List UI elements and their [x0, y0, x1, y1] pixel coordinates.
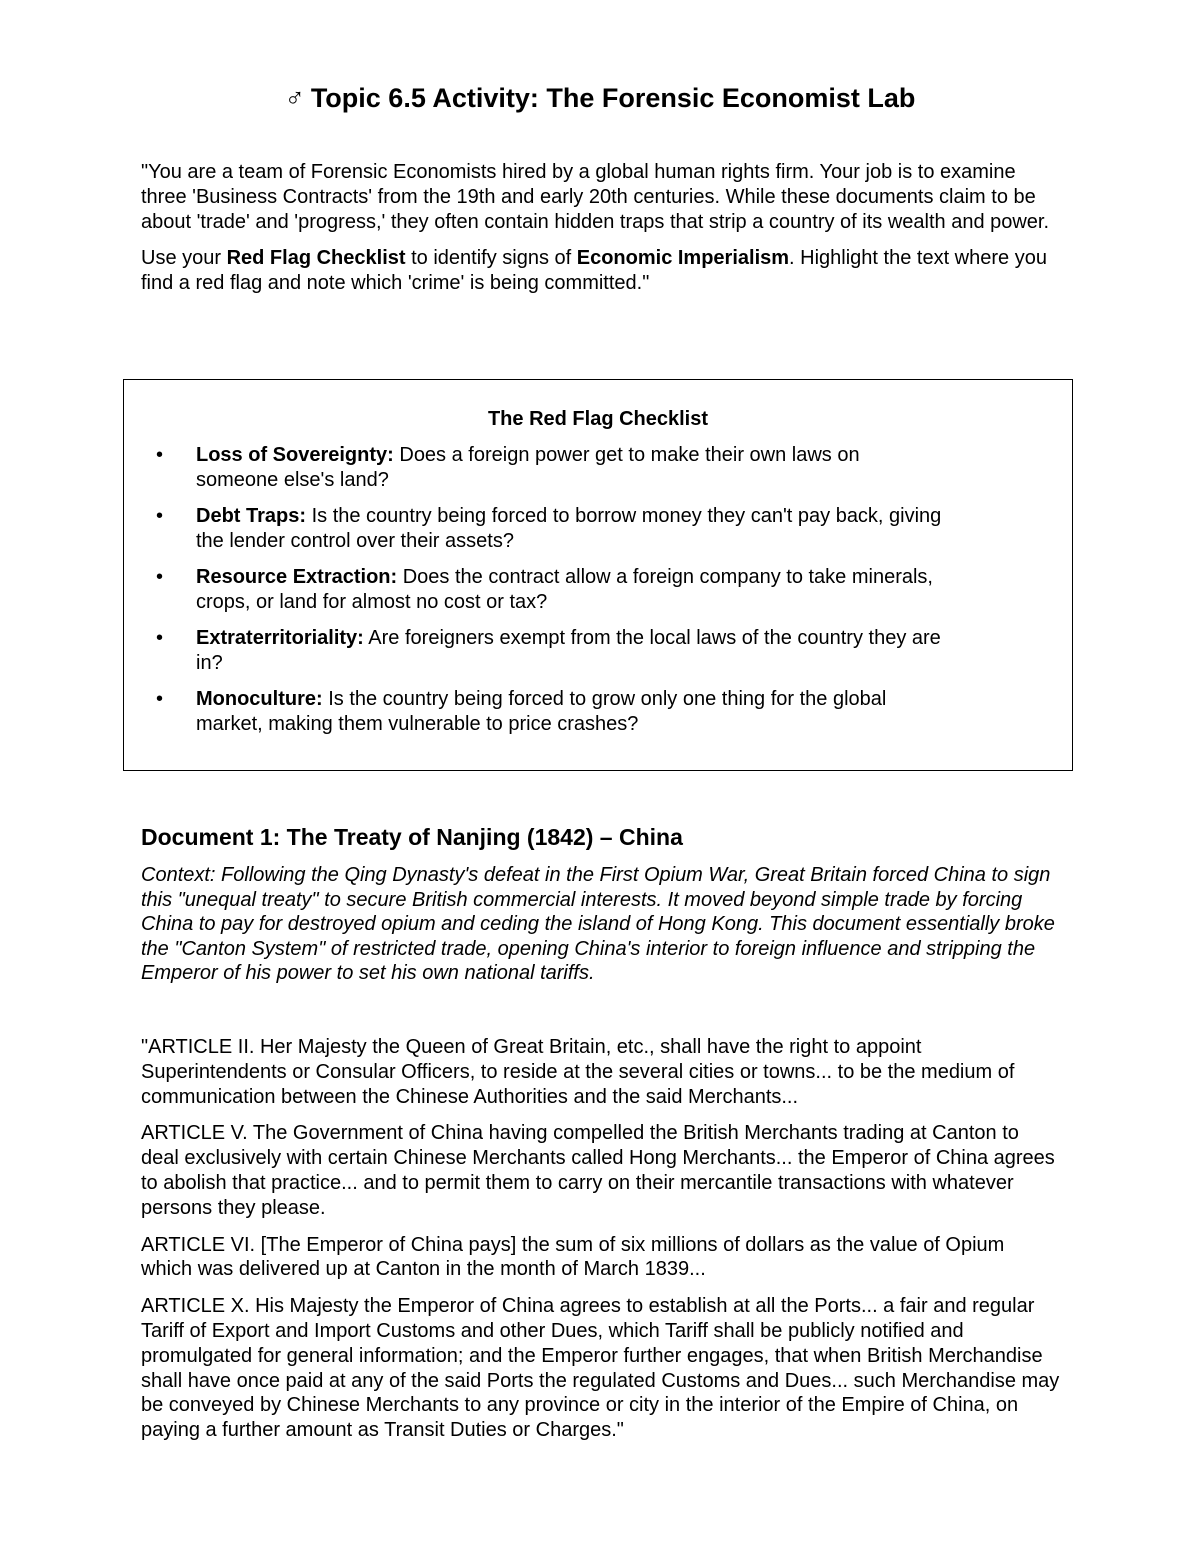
article-paragraph: "ARTICLE II. Her Majesty the Queen of Great Britain, etc., shall have the right to appoint Superintendents or Consular Officers, to reside at the several cities or towns... to be the medium of communication between the Chinese Authorities and the said Merchants... — [141, 1036, 1015, 1108]
bullet-icon: • — [156, 627, 164, 649]
checklist-item-label: Monoculture: — [196, 688, 323, 710]
checklist-title: The Red Flag Checklist — [487, 408, 709, 430]
checklist-item-text: Are foreigners exempt from the local laws of the country they are in? — [196, 627, 941, 674]
checklist-item-label: Loss of Sovereignty: — [196, 444, 394, 466]
intro-section — [141, 160, 1061, 307]
page-title — [0, 80, 1200, 116]
checklist-item-text: Is the country being forced to grow only one thing for the global market, making them vulnerable to price crashes? — [196, 688, 887, 735]
document-1-heading: Document 1: The Treaty of Nanjing (1842) – China — [141, 824, 683, 850]
red-flag-checklist-box — [123, 379, 1073, 771]
intro-p2-text-a: Use your — [141, 247, 227, 269]
male-symbol-icon: ♂ — [284, 83, 305, 113]
checklist-item — [156, 504, 946, 554]
checklist-item — [156, 565, 946, 615]
bullet-icon: • — [156, 688, 164, 710]
checklist-item-text: Does a foreign power get to make their own laws on someone else's land? — [196, 444, 860, 491]
document-1-articles — [141, 1035, 1061, 1455]
article-paragraph: ARTICLE V. The Government of China having compelled the British Merchants trading at Canton to deal exclusively with certain Chinese Merchants called Hong Merchants... the Emperor of China agrees to abolish that practice... and to permit them to carry on their mercantile transactions with whatever persons they please. — [141, 1122, 1055, 1219]
bullet-icon: • — [156, 444, 164, 466]
checklist-item — [156, 687, 946, 737]
intro-paragraph-2 — [141, 246, 1061, 296]
checklist-item-label: Extraterritoriality: — [196, 627, 364, 649]
checklist-item-text: Is the country being forced to borrow money they can't pay back, giving the lender control over their assets? — [196, 505, 942, 552]
intro-paragraph-1: "You are a team of Forensic Economists hired by a global human rights firm. Your job is to examine three 'Business Contracts' from the 19th and early 20th centuries. While these documents claim to be about 'trade' and 'progress,' they often contain hidden traps that strip a country of its wealth and power. — [141, 161, 1050, 233]
bullet-icon: • — [156, 566, 164, 588]
checklist-items — [156, 443, 946, 748]
article-paragraph: ARTICLE X. His Majesty the Emperor of China agrees to establish at all the Ports... a fair and regular Tariff of Export and Import Customs and other Dues, which Tariff shall be publicly notified and promulgated for general information; and the Emperor further engages, that when British Merchandise shall have once paid at any of the said Ports the regulated Customs and Dues... such Merchandise may be conveyed by Chinese Merchants to any province or city in the interior of the Empire of China, on paying a further amount as Transit Duties or Charges." — [141, 1295, 1060, 1442]
page-title-text: Topic 6.5 Activity: The Forensic Economist Lab — [310, 83, 916, 113]
bullet-icon: • — [156, 505, 164, 527]
document-1-context: Context: Following the Qing Dynasty's defeat in the First Opium War, Great Britain forced China to sign this "unequal treaty" to secure British commercial interests. It moved beyond simple trade by forcing China to pay for destroyed opium and ceding the island of Hong Kong. This document essentially broke the "Canton System" of restricted trade, opening China's interior to foreign influence and stripping the Emperor of his power to set his own national tariffs. — [141, 864, 1055, 985]
checklist-item-label: Resource Extraction: — [196, 566, 398, 588]
intro-p2-text-c: to identify signs of — [405, 247, 577, 269]
article-paragraph: ARTICLE VI. [The Emperor of China pays] the sum of six millions of dollars as the value of Opium which was delivered up at Canton in the month of March 1839... — [141, 1233, 1005, 1281]
checklist-item — [156, 626, 946, 676]
intro-p2-red-flag-checklist: Red Flag Checklist — [226, 247, 406, 269]
checklist-item-label: Debt Traps: — [196, 505, 307, 527]
checklist-item — [156, 443, 946, 493]
checklist-item-text: Does the contract allow a foreign company to take minerals, crops, or land for almost no cost or tax? — [196, 566, 933, 613]
intro-p2-text-e: . Highlight the text where you find a red flag and note which 'crime' is being committed." — [141, 247, 1047, 294]
intro-p2-economic-imperialism: Economic Imperialism — [576, 247, 790, 269]
